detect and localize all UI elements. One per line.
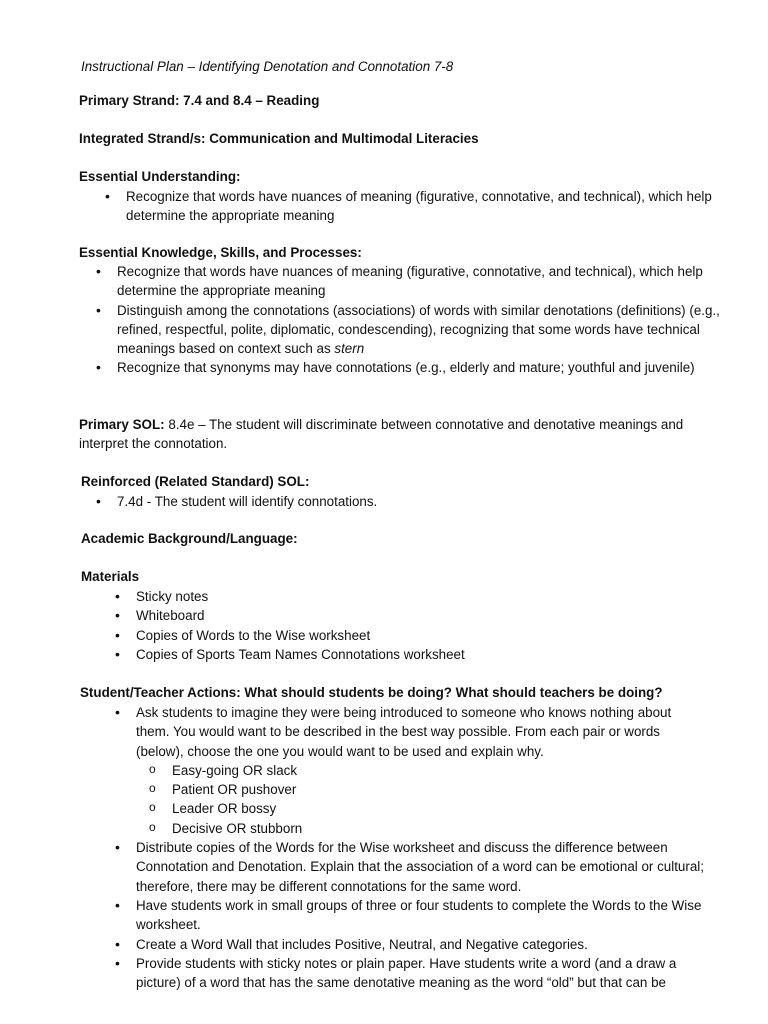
list-item: • 7.4d - The student will identify connotations. — [117, 492, 728, 511]
primary-sol-label: Primary SOL: — [79, 417, 165, 432]
integrated-strand — [79, 129, 728, 148]
materials-list — [136, 587, 728, 664]
essential-knowledge-heading — [79, 243, 728, 262]
list-item — [136, 703, 708, 838]
academic-background-text: Academic Background/Language: — [81, 531, 298, 546]
essential-understanding-heading-text: Essential Understanding: — [79, 169, 241, 184]
list-item — [117, 301, 728, 359]
list-item: • Create a Word Wall that includes Positive, Neutral, and Negative categories. — [136, 935, 708, 954]
list-item: • Copies of Sports Team Names Connotations worksheet — [136, 645, 728, 664]
essential-understanding-list — [126, 187, 728, 226]
materials-heading — [81, 567, 728, 586]
actions-list — [136, 703, 708, 992]
list-item: • Have students work in small groups of three or four students to complete the Words to the Wise worksheet. — [136, 896, 708, 935]
list-item: • Recognize that words have nuances of meaning (figurative, connotative, and technical), which help determine the appropriate meaning — [117, 262, 728, 301]
list-item: • Recognize that words have nuances of meaning (figurative, connotative, and technical), which help determine the appropriate meaning — [126, 187, 728, 226]
academic-background-heading — [81, 529, 728, 548]
list-item: • Copies of Words to the Wise worksheet — [136, 626, 728, 645]
essential-knowledge-list — [117, 262, 728, 378]
reinforced-sol-heading — [81, 472, 728, 491]
list-item-text: Ask students to imagine they were being introduced to someone who knows nothing about them. You would want to be described in the best way possible. From each pair or words (below), choose the one you would want to be used and explain why. — [136, 705, 672, 759]
word-pair-item: o Leader OR bossy — [172, 799, 708, 818]
document-title: Instructional Plan – Identifying Denotation and Connotation 7-8 — [81, 59, 454, 74]
word-pairs-list — [172, 761, 708, 838]
essential-understanding-heading — [79, 167, 728, 186]
primary-strand — [79, 91, 728, 110]
word-pair-item: o Decisive OR stubborn — [172, 819, 708, 838]
essential-knowledge-heading-text: Essential Knowledge, Skills, and Processes: — [79, 245, 362, 260]
list-item: • Provide students with sticky notes or plain paper. Have students write a word (and a draw a picture) of a word that has the same denotative meaning as the word “old” but that can be — [136, 954, 708, 993]
primary-sol — [79, 415, 728, 454]
list-item-text: Distinguish among the connotations (associations) of words with similar denotations (definitions) (e.g., refined, respectful, polite, diplomatic, condescending), recognizing that some words have technical meanings based on context such as — [117, 302, 720, 357]
primary-sol-text: 8.4e – The student will discriminate between connotative and denotative meanings and interpret the connotation. — [79, 417, 684, 452]
list-item: • Whiteboard — [136, 606, 728, 625]
list-item-italic: stern — [334, 341, 365, 357]
list-item: • Distribute copies of the Words for the Wise worksheet and discuss the difference between Connotation and Denotation. Explain that the association of a word can be emotional or cultural; therefore, there may be different connotations for the same word. — [136, 838, 708, 896]
list-item: • Recognize that synonyms may have connotations (e.g., elderly and mature; youthful and juvenile) — [117, 358, 728, 377]
reinforced-sol-heading-text: Reinforced (Related Standard) SOL: — [81, 474, 310, 489]
word-pair-item: o Easy-going OR slack — [172, 761, 708, 780]
actions-heading-text: Student/Teacher Actions: What should students be doing? What should teachers be doing? — [80, 685, 663, 700]
primary-strand-text: Primary Strand: 7.4 and 8.4 – Reading — [79, 93, 320, 108]
integrated-strand-text: Integrated Strand/s: Communication and Multimodal Literacies — [79, 131, 479, 146]
word-pair-item: o Patient OR pushover — [172, 780, 708, 799]
list-item: • Sticky notes — [136, 587, 728, 606]
actions-heading — [80, 683, 728, 702]
materials-heading-text: Materials — [81, 569, 140, 584]
reinforced-sol-list — [117, 492, 728, 511]
